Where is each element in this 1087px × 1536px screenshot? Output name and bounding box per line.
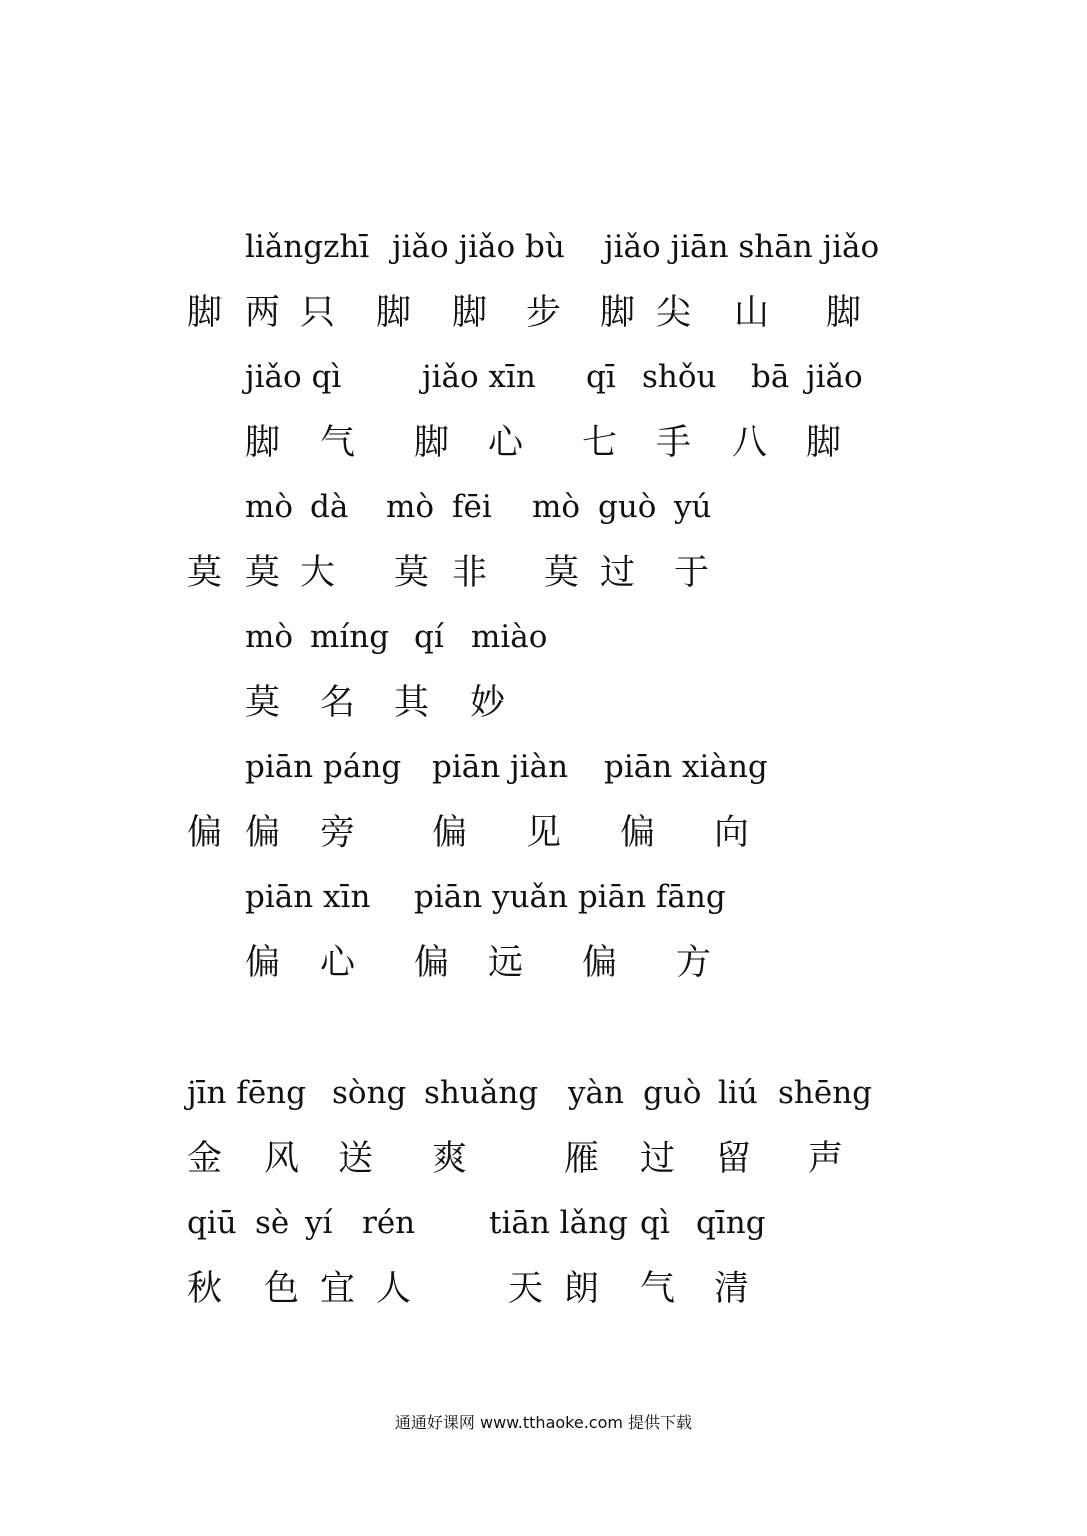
pinyin-text: qīng xyxy=(696,1205,766,1241)
hanzi-char: 过 xyxy=(640,1139,676,1179)
pinyin-text: sòng xyxy=(332,1075,407,1111)
hanzi-char: 脚 xyxy=(452,293,488,333)
pinyin-text: mò xyxy=(245,619,294,655)
hanzi-char: 色 xyxy=(264,1269,300,1309)
hanzi-char: 莫 xyxy=(245,553,281,593)
pinyin-text: míng xyxy=(310,619,390,655)
hanzi-char: 人 xyxy=(376,1269,412,1309)
pinyin-row xyxy=(0,619,1087,682)
hanzi-char: 手 xyxy=(656,423,692,463)
hanzi-char: 只 xyxy=(300,293,336,333)
hanzi-char: 偏 xyxy=(245,943,281,983)
hanzi-char: 偏 xyxy=(245,813,281,853)
hanzi-char: 心 xyxy=(488,423,524,463)
hanzi-char: 风 xyxy=(264,1139,300,1179)
hanzi-char: 清 xyxy=(714,1269,750,1309)
pinyin-text: piān xīn xyxy=(245,879,371,915)
pinyin-text: qī xyxy=(586,359,616,395)
hanzi-char: 远 xyxy=(488,943,524,983)
pinyin-row xyxy=(0,359,1087,422)
hanzi-row xyxy=(0,553,1087,616)
hanzi-char: 心 xyxy=(320,943,356,983)
pinyin-text: liú xyxy=(718,1075,758,1111)
hanzi-char: 妙 xyxy=(470,683,506,723)
pinyin-text: shuǎng xyxy=(424,1075,539,1111)
pinyin-text: jīn fēng xyxy=(187,1075,306,1111)
hanzi-char: 偏 xyxy=(620,813,656,853)
pinyin-text: guò xyxy=(598,489,657,525)
pinyin-row xyxy=(0,489,1087,552)
hanzi-char: 宜 xyxy=(320,1269,356,1309)
hanzi-char: 过 xyxy=(600,553,636,593)
hanzi-char: 声 xyxy=(808,1139,844,1179)
hanzi-char: 留 xyxy=(716,1139,752,1179)
hanzi-char: 见 xyxy=(526,813,562,853)
pinyin-text: bā xyxy=(751,359,790,395)
hanzi-char: 气 xyxy=(320,423,356,463)
pinyin-text: jiǎo jiān shān jiǎo xyxy=(604,229,880,265)
hanzi-row xyxy=(0,683,1087,746)
hanzi-char: 天 xyxy=(508,1269,544,1309)
hanzi-char: 脚 xyxy=(414,423,450,463)
pinyin-row xyxy=(0,879,1087,942)
hanzi-char: 偏 xyxy=(414,943,450,983)
hanzi-char: 莫 xyxy=(187,553,223,593)
hanzi-char: 偏 xyxy=(432,813,468,853)
hanzi-char: 尖 xyxy=(656,293,692,333)
hanzi-char: 脚 xyxy=(806,423,842,463)
hanzi-char: 非 xyxy=(452,553,488,593)
pinyin-row xyxy=(0,229,1087,292)
pinyin-text: dà xyxy=(310,489,349,525)
hanzi-row xyxy=(0,293,1087,356)
hanzi-char: 脚 xyxy=(826,293,862,333)
page-footer: 通通好课网 www.tthaoke.com 提供下载 xyxy=(394,1413,693,1432)
pinyin-text: piān yuǎn piān fāng xyxy=(414,879,726,915)
hanzi-row xyxy=(0,1139,1087,1202)
pinyin-text: qiū xyxy=(187,1205,237,1241)
pinyin-text: jiǎo xīn xyxy=(422,359,536,395)
pinyin-text: piān xiàng xyxy=(604,749,768,785)
pinyin-text: mò xyxy=(532,489,581,525)
hanzi-char: 脚 xyxy=(187,293,223,333)
hanzi-char: 雁 xyxy=(564,1139,600,1179)
hanzi-char: 步 xyxy=(526,293,562,333)
hanzi-char: 大 xyxy=(300,553,336,593)
pinyin-text: shǒu xyxy=(642,359,717,395)
pinyin-text: piān páng xyxy=(245,749,402,785)
hanzi-char: 名 xyxy=(320,683,356,723)
pinyin-text: sè xyxy=(255,1205,290,1241)
hanzi-char: 八 xyxy=(732,423,768,463)
hanzi-char: 脚 xyxy=(376,293,412,333)
hanzi-char: 莫 xyxy=(544,553,580,593)
pinyin-row xyxy=(0,749,1087,812)
pinyin-text: jiǎo jiǎo bù xyxy=(392,229,565,265)
hanzi-char: 气 xyxy=(640,1269,676,1309)
pinyin-text: qí xyxy=(414,619,444,655)
pinyin-text: tiān lǎng xyxy=(489,1205,628,1241)
hanzi-char: 朗 xyxy=(564,1269,600,1309)
hanzi-char: 脚 xyxy=(600,293,636,333)
hanzi-row xyxy=(0,813,1087,876)
hanzi-char: 方 xyxy=(676,943,712,983)
hanzi-char: 两 xyxy=(245,293,281,333)
pinyin-text: yí xyxy=(305,1205,333,1241)
pinyin-text: miào xyxy=(471,619,548,655)
hanzi-char: 秋 xyxy=(187,1269,223,1309)
pinyin-text: fēi xyxy=(452,489,492,525)
hanzi-char: 向 xyxy=(714,813,750,853)
pinyin-row xyxy=(0,1205,1087,1268)
hanzi-char: 金 xyxy=(187,1139,223,1179)
hanzi-char: 爽 xyxy=(432,1139,468,1179)
hanzi-char: 莫 xyxy=(394,553,430,593)
hanzi-char: 旁 xyxy=(320,813,356,853)
pinyin-text: mò xyxy=(386,489,435,525)
hanzi-char: 偏 xyxy=(582,943,618,983)
hanzi-char: 其 xyxy=(394,683,430,723)
pinyin-text: liǎngzhī xyxy=(245,229,370,265)
hanzi-char: 七 xyxy=(582,423,618,463)
pinyin-text: shēng xyxy=(778,1075,873,1111)
pinyin-text: yàn xyxy=(568,1075,624,1111)
pinyin-text: mò xyxy=(245,489,294,525)
pinyin-text: yú xyxy=(674,489,712,525)
hanzi-row xyxy=(0,423,1087,486)
hanzi-char: 莫 xyxy=(245,683,281,723)
pinyin-row xyxy=(0,1075,1087,1138)
hanzi-char: 偏 xyxy=(187,813,223,853)
pinyin-text: qì xyxy=(640,1205,670,1241)
hanzi-char: 脚 xyxy=(245,423,281,463)
pinyin-text: guò xyxy=(643,1075,702,1111)
pinyin-text: rén xyxy=(362,1205,416,1241)
pinyin-text: jiǎo xyxy=(806,359,863,395)
hanzi-char: 于 xyxy=(674,553,710,593)
hanzi-row xyxy=(0,1269,1087,1332)
pinyin-text: piān jiàn xyxy=(432,749,569,785)
hanzi-char: 山 xyxy=(734,293,770,333)
pinyin-text: jiǎo qì xyxy=(245,359,342,395)
hanzi-row xyxy=(0,943,1087,1006)
hanzi-char: 送 xyxy=(338,1139,374,1179)
